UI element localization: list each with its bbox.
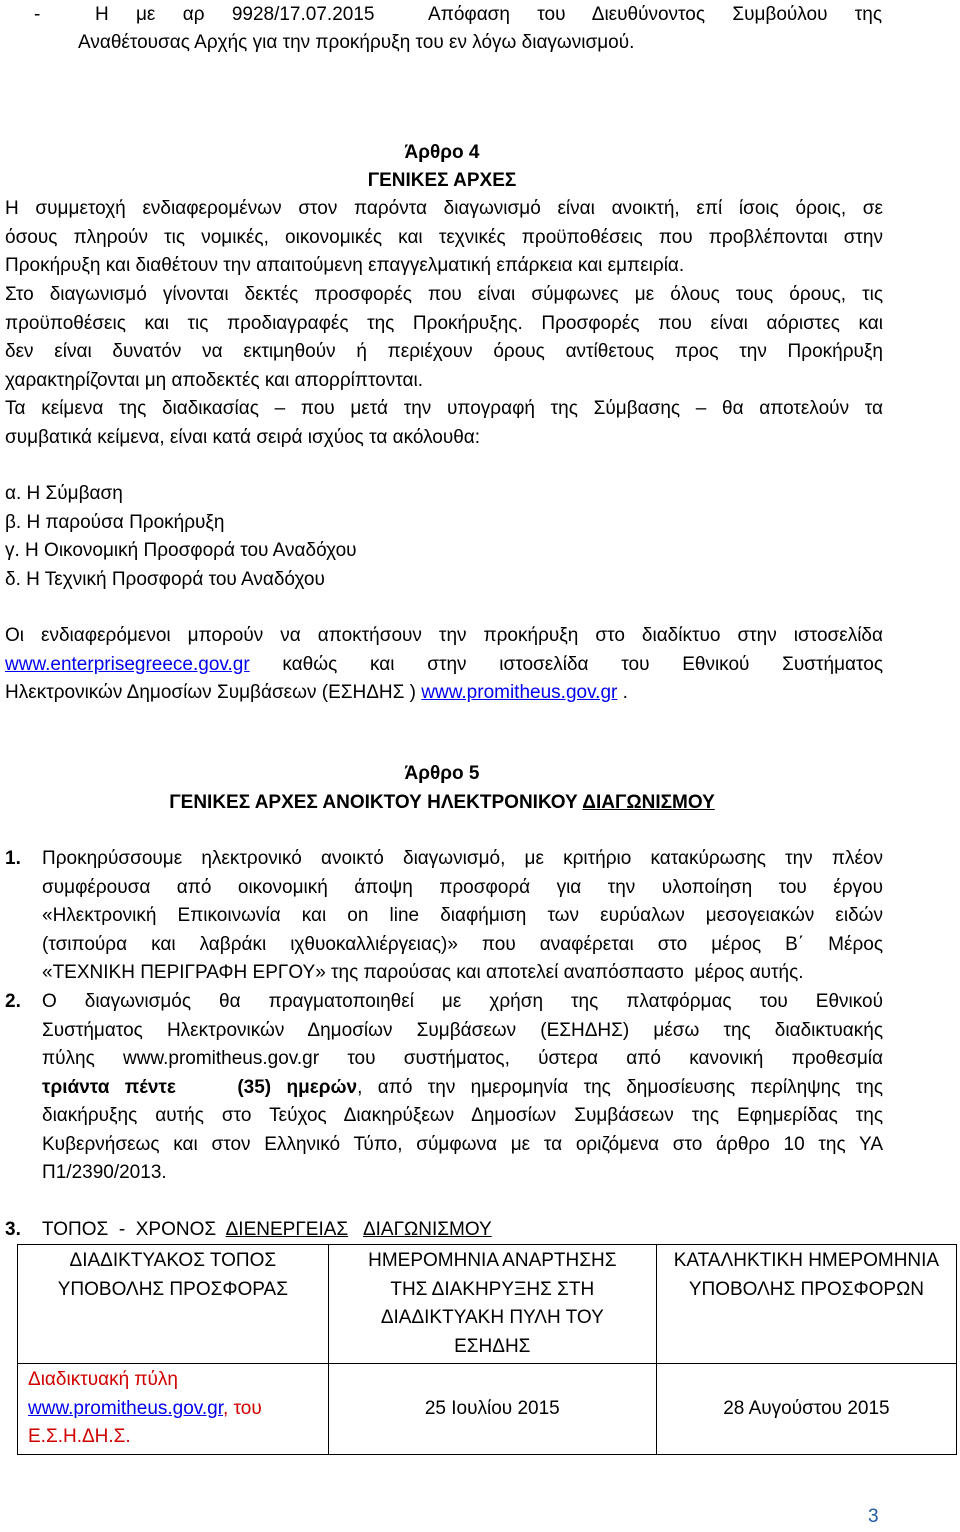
table-cell: Διαδικτυακή πύλη www.promitheus.gov.gr, του Ε.Σ.Η.ΔΗ.Σ. (18, 1364, 329, 1455)
article-4-title: Άρθρο 4 (404, 142, 480, 163)
article-5-title: Άρθρο 5 (404, 763, 480, 784)
list-item: α. Η Σύμβαση (5, 483, 123, 504)
table-row (18, 1245, 957, 1364)
article-5-subtitle: ΓΕΝΙΚΕΣ ΑΡΧΕΣ ΑΝΟΙΚΤΟΥ ΗΛΕΚΤΡΟΝΙΚΟΥ ΔΙΑΓΩΝΙΣΜΟΥ (169, 792, 715, 813)
article-4-paragraph-4: Οι ενδιαφερόμενοι μπορούν να αποκτήσουν την προκήρυξη στο διαδίκτυο στην ιστοσελίδα www.enterprisegreece.gov.gr καθώς και στην ιστοσελίδα του Εθνικού Συστήματος Ηλεκτρονικών Δημοσίων Συμβάσεων (ΕΣΗΔΗΣ ) www.promitheus.gov.gr . (5, 625, 883, 703)
contract-documents-list (5, 480, 357, 594)
table-cell: 25 Ιουλίου 2015 (328, 1364, 656, 1455)
page-number: 3 (868, 1506, 879, 1527)
table-cell: 28 Αυγούστου 2015 (656, 1364, 956, 1455)
list-item: γ. Η Οικονομική Προσφορά του Αναδόχου (5, 540, 357, 561)
table-row (18, 1364, 957, 1455)
item-3-heading: ΤΟΠΟΣ - ΧΡΟΝΟΣ ΔΙΕΝΕΡΓΕΙΑΣ ΔΙΑΓΩΝΙΣΜΟΥ (42, 1219, 492, 1240)
promitheus-link[interactable]: www.promitheus.gov.gr (421, 682, 618, 703)
promitheus-table-link[interactable]: www.promitheus.gov.gr (28, 1397, 224, 1419)
item-2-text: Ο διαγωνισμός θα πραγματοποιηθεί με χρήση της πλατφόρμας του Εθνικού Συστήματος Ηλεκτρονικών Δημοσίων Συμβάσεων (ΕΣΗΔΗΣ) μέσω της διαδικτυακής πύλης www.promitheus.gov.gr του συστήματος, ύστερα από κανονική προθεσμία τριάντα πέντε (35) ημερών, από την ημερομηνία της δημοσίευσης περίληψης της διακήρυξης αυτής στο Τεύχος Διακηρύξεων Δημοσίων Συμβάσεων της Εφημερίδας της Κυβερνήσεως και στον Ελληνικό Τύπο, σύμφωνα με τα οριζόμενα στο άρθρο 10 της ΥΑ Π1/2390/2013. (42, 991, 883, 1183)
table-header-cell: ΚΑΤΑΛΗΚΤΙΚΗ ΗΜΕΡΟΜΗΝΙΑ ΥΠΟΒΟΛΗΣ ΠΡΟΣΦΟΡΩΝ (656, 1245, 956, 1364)
intro-line-1: - Η με αρ 9928/17.07.2015 Απόφαση του Διευθύνοντος Συμβούλου της (34, 4, 882, 25)
intro-line-2: Αναθέτουσας Αρχής για την προκήρυξη του εν λόγω διαγωνισμού. (78, 32, 635, 53)
article-4-paragraph-2: Στο διαγωνισμό γίνονται δεκτές προσφορές που είναι σύμφωνες με όλους τους όρους, τις προϋποθέσεις και τις προδιαγραφές της Προκήρυξης. Προσφορές που είναι αόριστες και δεν είναι δυνατόν να εκτιμηθούν ή περιέχουν όρους αντίθετους προς την Προκήρυξη χαρακτηρίζονται μη αποδεκτές και απορρίπτονται. (5, 284, 883, 391)
item-2-number: 2. (5, 991, 21, 1012)
list-item: δ. Η Τεχνική Προσφορά του Αναδόχου (5, 568, 325, 590)
table-header-cell: ΔΙΑΔΙΚΤΥΑΚΟΣ ΤΟΠΟΣ ΥΠΟΒΟΛΗΣ ΠΡΟΣΦΟΡΑΣ (18, 1245, 329, 1364)
article-4-subtitle: ΓΕΝΙΚΕΣ ΑΡΧΕΣ (367, 170, 517, 191)
table-header-cell: ΗΜΕΡΟΜΗΝΙΑ ΑΝΑΡΤΗΣΗΣ ΤΗΣ ΔΙΑΚΗΡΥΞΗΣ ΣΤΗ ΔΙΑΔΙΚΤΥΑΚΗ ΠΥΛΗ ΤΟΥ ΕΣΗΔΗΣ (328, 1245, 656, 1364)
article-4-paragraph-1: Η συμμετοχή ενδιαφερομένων στον παρόντα διαγωνισμό είναι ανοικτή, επί ίσοις όροις, σε όσους πληρούν τις νομικές, οικονομικές και τεχνικές προϋποθέσεις που προβλέπονται στην Προκήρυξη και διαθέτουν την απαιτούμενη επαγγελματική επάρκεια και εμπειρία. (5, 198, 883, 276)
article-4-paragraph-3: Τα κείμενα της διαδικασίας – που μετά την υπογραφή της Σύμβασης – θα αποτελούν τα συμβατικά κείμενα, είναι κατά σειρά ισχύος τα ακόλουθα: (5, 398, 883, 448)
enterprisegreece-link[interactable]: www.enterprisegreece.gov.gr (5, 653, 250, 675)
item-1-text: Προκηρύσσουμε ηλεκτρονικό ανοικτό διαγωνισμό, με κριτήριο κατακύρωσης την πλέον συμφέρουσα από οικονομική άποψη προσφορά για την υλοποίηση του έργου «Ηλεκτρονική Επικοινωνία και on line διαφήμιση των ευρύαλων μεσογειακών ειδών (τσιπούρα και λαβράκι ιχθυοκαλλιέργειας)» που αναφέρεται στο μέρος Β΄ Μέρος «ΤΕΧΝΙΚΗ ΠΕΡΙΓΡΑΦΗ ΕΡΓΟΥ» της παρούσας και αποτελεί αναπόσπαστο μέρος αυτής. (42, 848, 883, 983)
schedule-table (17, 1244, 957, 1455)
list-item: β. Η παρούσα Προκήρυξη (5, 511, 225, 533)
item-1-number: 1. (5, 848, 21, 869)
item-3-number: 3. (5, 1219, 21, 1240)
